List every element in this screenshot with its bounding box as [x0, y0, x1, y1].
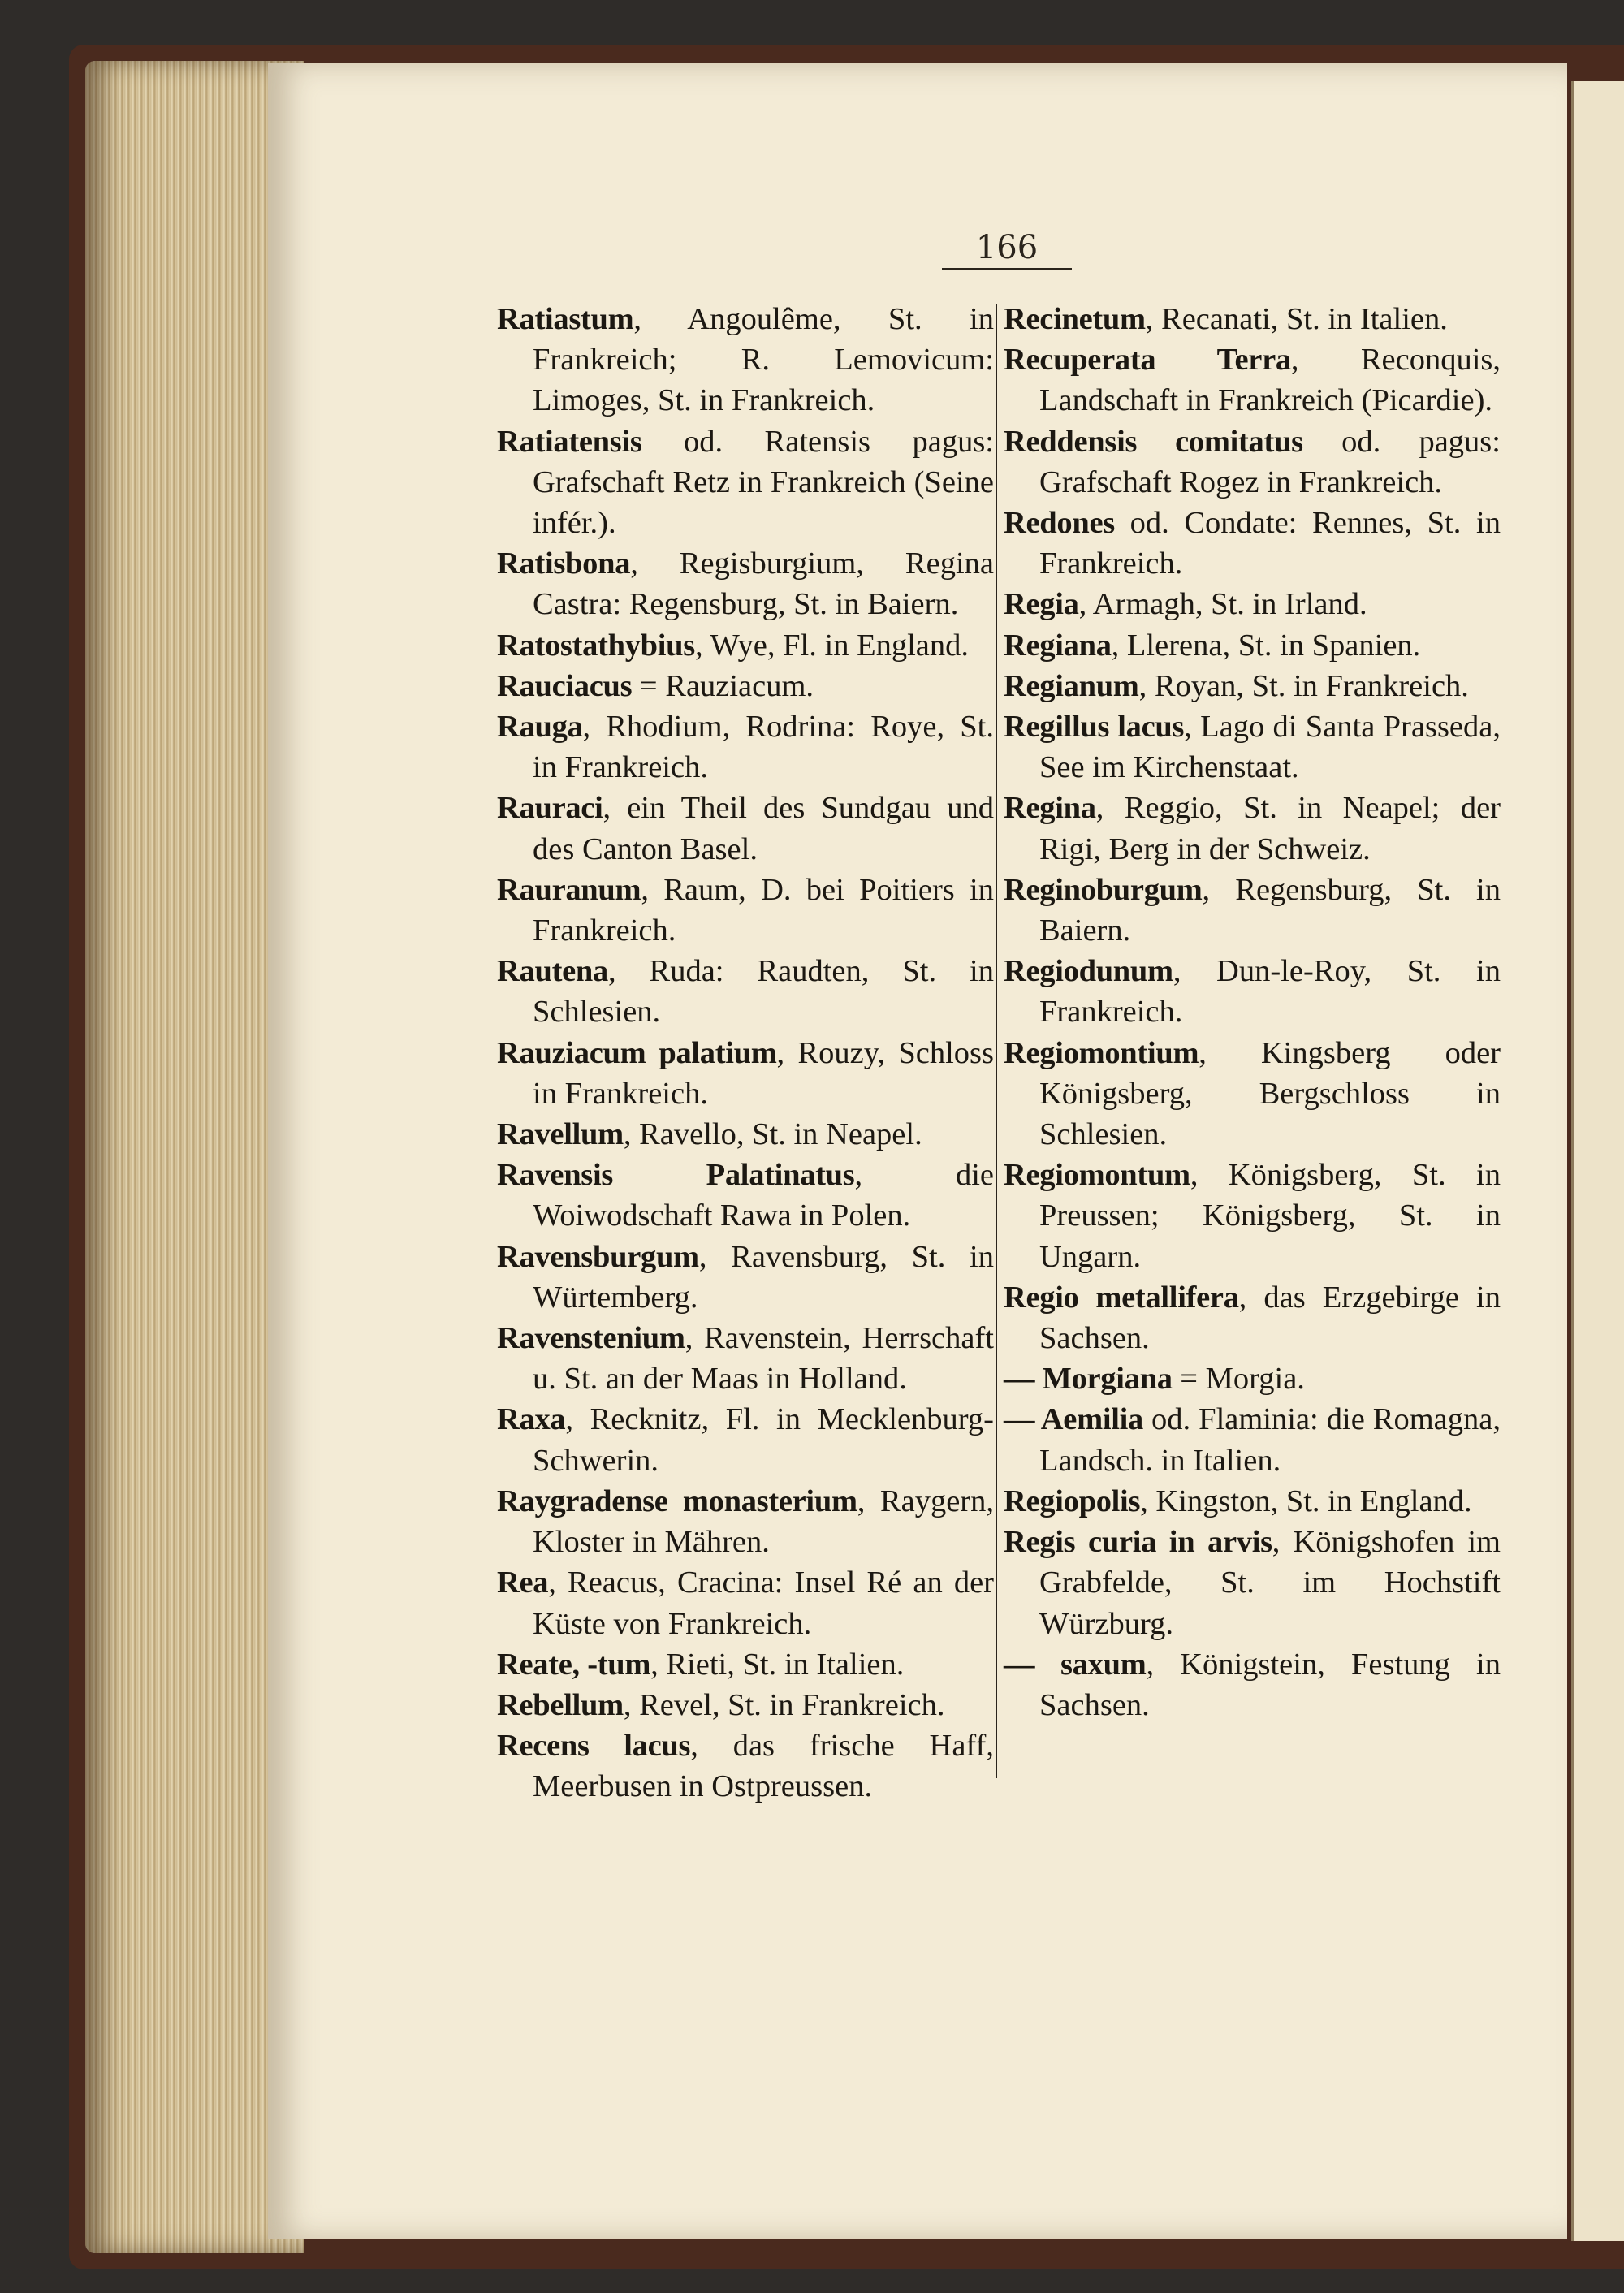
entry-headword: Regiomontium: [1004, 1035, 1199, 1070]
dictionary-entry: [1004, 1277, 1501, 1358]
entry-text: , Reconquis, Landschaft in Frankreich (Picardie).: [1039, 343, 1501, 418]
dictionary-entry: [497, 1155, 994, 1236]
entry-text: , Kingston, St. in England.: [1140, 1483, 1472, 1518]
entry-headword: Ravenstenium: [497, 1321, 685, 1356]
entry-headword: Ratisbona: [497, 546, 631, 581]
entry-headword: Ravensis Palatinatus: [497, 1158, 855, 1193]
entry-headword: Regia: [1004, 587, 1079, 622]
column-divider: [996, 304, 997, 1778]
dictionary-entry: [497, 1644, 994, 1685]
entry-headword: Rauraci: [497, 791, 603, 826]
entry-headword: Reate, -tum: [497, 1647, 651, 1682]
dictionary-entry: [1004, 1644, 1501, 1725]
entry-headword: Raygradense monasterium: [497, 1483, 857, 1518]
dictionary-entry: [1004, 421, 1501, 503]
right-column: [1004, 299, 1501, 1725]
entry-text: , Ravensburg, St. in Würtemberg.: [533, 1239, 994, 1315]
dictionary-entry: [1004, 503, 1501, 584]
entry-headword: Regiopolis: [1004, 1483, 1141, 1518]
entry-headword: Rauciacus: [497, 668, 633, 703]
entry-headword: Regiodunum: [1004, 954, 1173, 989]
entry-text: , Königsberg, St. in Preussen; Königsberg, St. in Ungarn.: [1039, 1158, 1501, 1274]
dictionary-entry: [1004, 1155, 1501, 1277]
entry-text: , Lago di Santa Prasseda, See im Kirchenstaat.: [1039, 710, 1501, 785]
dictionary-entry: [1004, 339, 1501, 421]
dictionary-entry: [497, 1237, 994, 1318]
facing-page-edge: [1571, 81, 1624, 2241]
entry-text: , Wye, Fl. in England.: [694, 628, 969, 663]
entry-headword: Raxa: [497, 1402, 566, 1437]
entry-text: , Kingsberg oder Königsberg, Bergschloss in Schlesien.: [1039, 1035, 1501, 1152]
dictionary-entry: [497, 951, 994, 1032]
entry-headword: Regis curia in arvis: [1004, 1525, 1272, 1560]
entry-headword: Rauranum: [497, 872, 641, 907]
entry-text: od. pagus: Grafschaft Rogez in Frankreich.: [1039, 424, 1501, 499]
dictionary-entry: [497, 421, 994, 544]
entry-text: , Königstein, Festung in Sachsen.: [1039, 1647, 1501, 1722]
entry-headword: Recinetum: [1004, 302, 1146, 336]
entry-text: , Revel, St. in Frankreich.: [623, 1687, 945, 1722]
entry-text: , Ravello, St. in Neapel.: [623, 1117, 922, 1152]
dictionary-entry: [1004, 1399, 1501, 1480]
entry-headword: Regiomontum: [1004, 1158, 1190, 1193]
entry-text: , Königshofen im Grabfelde, St. im Hochstift Würzburg.: [1039, 1525, 1501, 1641]
entry-headword: — Aemilia: [1004, 1402, 1143, 1437]
entry-headword: Rautena: [497, 954, 608, 989]
entry-text: , Ravenstein, Herrschaft u. St. an der Maas in Holland.: [533, 1321, 994, 1397]
dictionary-entry: [497, 1685, 994, 1725]
entry-text: od. Flaminia: die Romagna, Landsch. in Italien.: [1039, 1402, 1501, 1478]
entry-headword: — Morgiana: [1004, 1362, 1173, 1397]
entry-headword: — saxum: [1004, 1647, 1147, 1682]
entry-text: , Rhodium, Rodrina: Roye, St. in Frankreich.: [533, 710, 994, 785]
entry-text: , Recanati, St. in Italien.: [1145, 302, 1448, 336]
entry-text: , das frische Haff, Meerbusen in Ostpreussen.: [533, 1729, 995, 1804]
dictionary-entry: [497, 666, 994, 706]
entry-headword: Redones: [1004, 506, 1115, 541]
dictionary-entry: [1004, 1033, 1501, 1155]
entry-headword: Rebellum: [497, 1687, 624, 1722]
entry-headword: Regio metallifera: [1004, 1280, 1239, 1315]
entry-text: = Rauziacum.: [632, 668, 814, 703]
dictionary-entry: [1004, 788, 1501, 869]
entry-headword: Ratiatensis: [497, 424, 642, 459]
dictionary-entry: [1004, 666, 1501, 706]
entry-headword: Ratostathybius: [497, 628, 695, 663]
left-column: [497, 299, 994, 1807]
dictionary-entry: [497, 870, 994, 951]
entry-text: , das Erzgebirge in Sachsen.: [1039, 1280, 1501, 1356]
entry-headword: Rauziacum palatium: [497, 1035, 777, 1070]
dictionary-entry: [497, 543, 994, 624]
dictionary-entry: [497, 1318, 994, 1399]
entry-headword: Recuperata Terra: [1004, 343, 1291, 378]
entry-headword: Ravellum: [497, 1117, 624, 1152]
entry-text: od. Ratensis pagus: Grafschaft Retz in Frankreich (Seine infér.).: [533, 424, 994, 541]
entry-headword: Ratiastum: [497, 302, 634, 336]
entry-text: , Rouzy, Schloss in Frankreich.: [533, 1035, 994, 1111]
dictionary-entry: [1004, 870, 1501, 951]
dictionary-entry: [1004, 1358, 1501, 1399]
entry-headword: Reddensis comitatus: [1004, 424, 1303, 459]
entry-text: , Royan, St. in Frankreich.: [1138, 668, 1469, 703]
entry-text: , Regisburgium, Regina Castra: Regensburg, St. in Baiern.: [533, 546, 994, 622]
dictionary-entry: [497, 1725, 994, 1807]
page-number: 166: [942, 229, 1072, 270]
entry-headword: Regianum: [1004, 668, 1139, 703]
dictionary-entry: [497, 1114, 994, 1155]
entry-headword: Rauga: [497, 710, 583, 745]
entry-text: , Reggio, St. in Neapel; der Rigi, Berg in der Schweiz.: [1039, 791, 1501, 866]
entry-headword: Regiana: [1004, 628, 1112, 663]
dictionary-entry: [1004, 625, 1501, 666]
dictionary-entry: [497, 706, 994, 788]
dictionary-entry: [497, 1562, 994, 1643]
dictionary-entry: [497, 788, 994, 869]
entry-text: , Raum, D. bei Poitiers in Frankreich.: [533, 872, 994, 948]
entry-headword: Ravensburgum: [497, 1239, 699, 1274]
entry-text: , Rieti, St. in Italien.: [650, 1647, 905, 1682]
entry-text: , Recknitz, Fl. in Mecklenburg-Schwerin.: [533, 1402, 994, 1478]
entry-text: , Raygern, Kloster in Mähren.: [533, 1483, 994, 1560]
entry-text: , Llerena, St. in Spanien.: [1111, 628, 1421, 663]
entry-text: = Morgia.: [1172, 1362, 1305, 1397]
dictionary-entry: [497, 1399, 994, 1480]
dictionary-entry: [1004, 706, 1501, 788]
entry-text: , Ruda: Raudten, St. in Schlesien.: [533, 954, 994, 1030]
entry-headword: Recens lacus: [497, 1729, 691, 1764]
dictionary-entry: [1004, 299, 1501, 339]
entry-text: , Dun-le-Roy, St. in Frankreich.: [1039, 954, 1501, 1030]
entry-text: , die Woiwodschaft Rawa in Polen.: [533, 1158, 994, 1233]
entry-headword: Reginoburgum: [1004, 872, 1203, 907]
entry-text: , ein Theil des Sundgau und des Canton Basel.: [533, 791, 994, 866]
dictionary-entry: [497, 1033, 994, 1114]
dictionary-entry: [497, 625, 994, 666]
entry-text: , Regensburg, St. in Baiern.: [1039, 872, 1501, 948]
dictionary-entry: [1004, 1481, 1501, 1522]
dictionary-entry: [497, 1481, 994, 1562]
entry-text: od. Condate: Rennes, St. in Frankreich.: [1039, 506, 1501, 581]
dictionary-entry: [1004, 584, 1501, 624]
entry-text: , Reacus, Cracina: Insel Ré an der Küste von Frankreich.: [533, 1565, 994, 1641]
entry-headword: Rea: [497, 1565, 549, 1600]
entry-headword: Regina: [1004, 791, 1096, 826]
entry-text: , Angoulême, St. in Frankreich; R. Lemovicum: Limoges, St. in Frankreich.: [533, 302, 994, 418]
entry-headword: Regillus lacus: [1004, 710, 1185, 745]
dictionary-entry: [1004, 1522, 1501, 1644]
dictionary-entry: [497, 299, 994, 421]
dictionary-entry: [1004, 951, 1501, 1032]
entry-text: , Armagh, St. in Irland.: [1078, 587, 1367, 622]
